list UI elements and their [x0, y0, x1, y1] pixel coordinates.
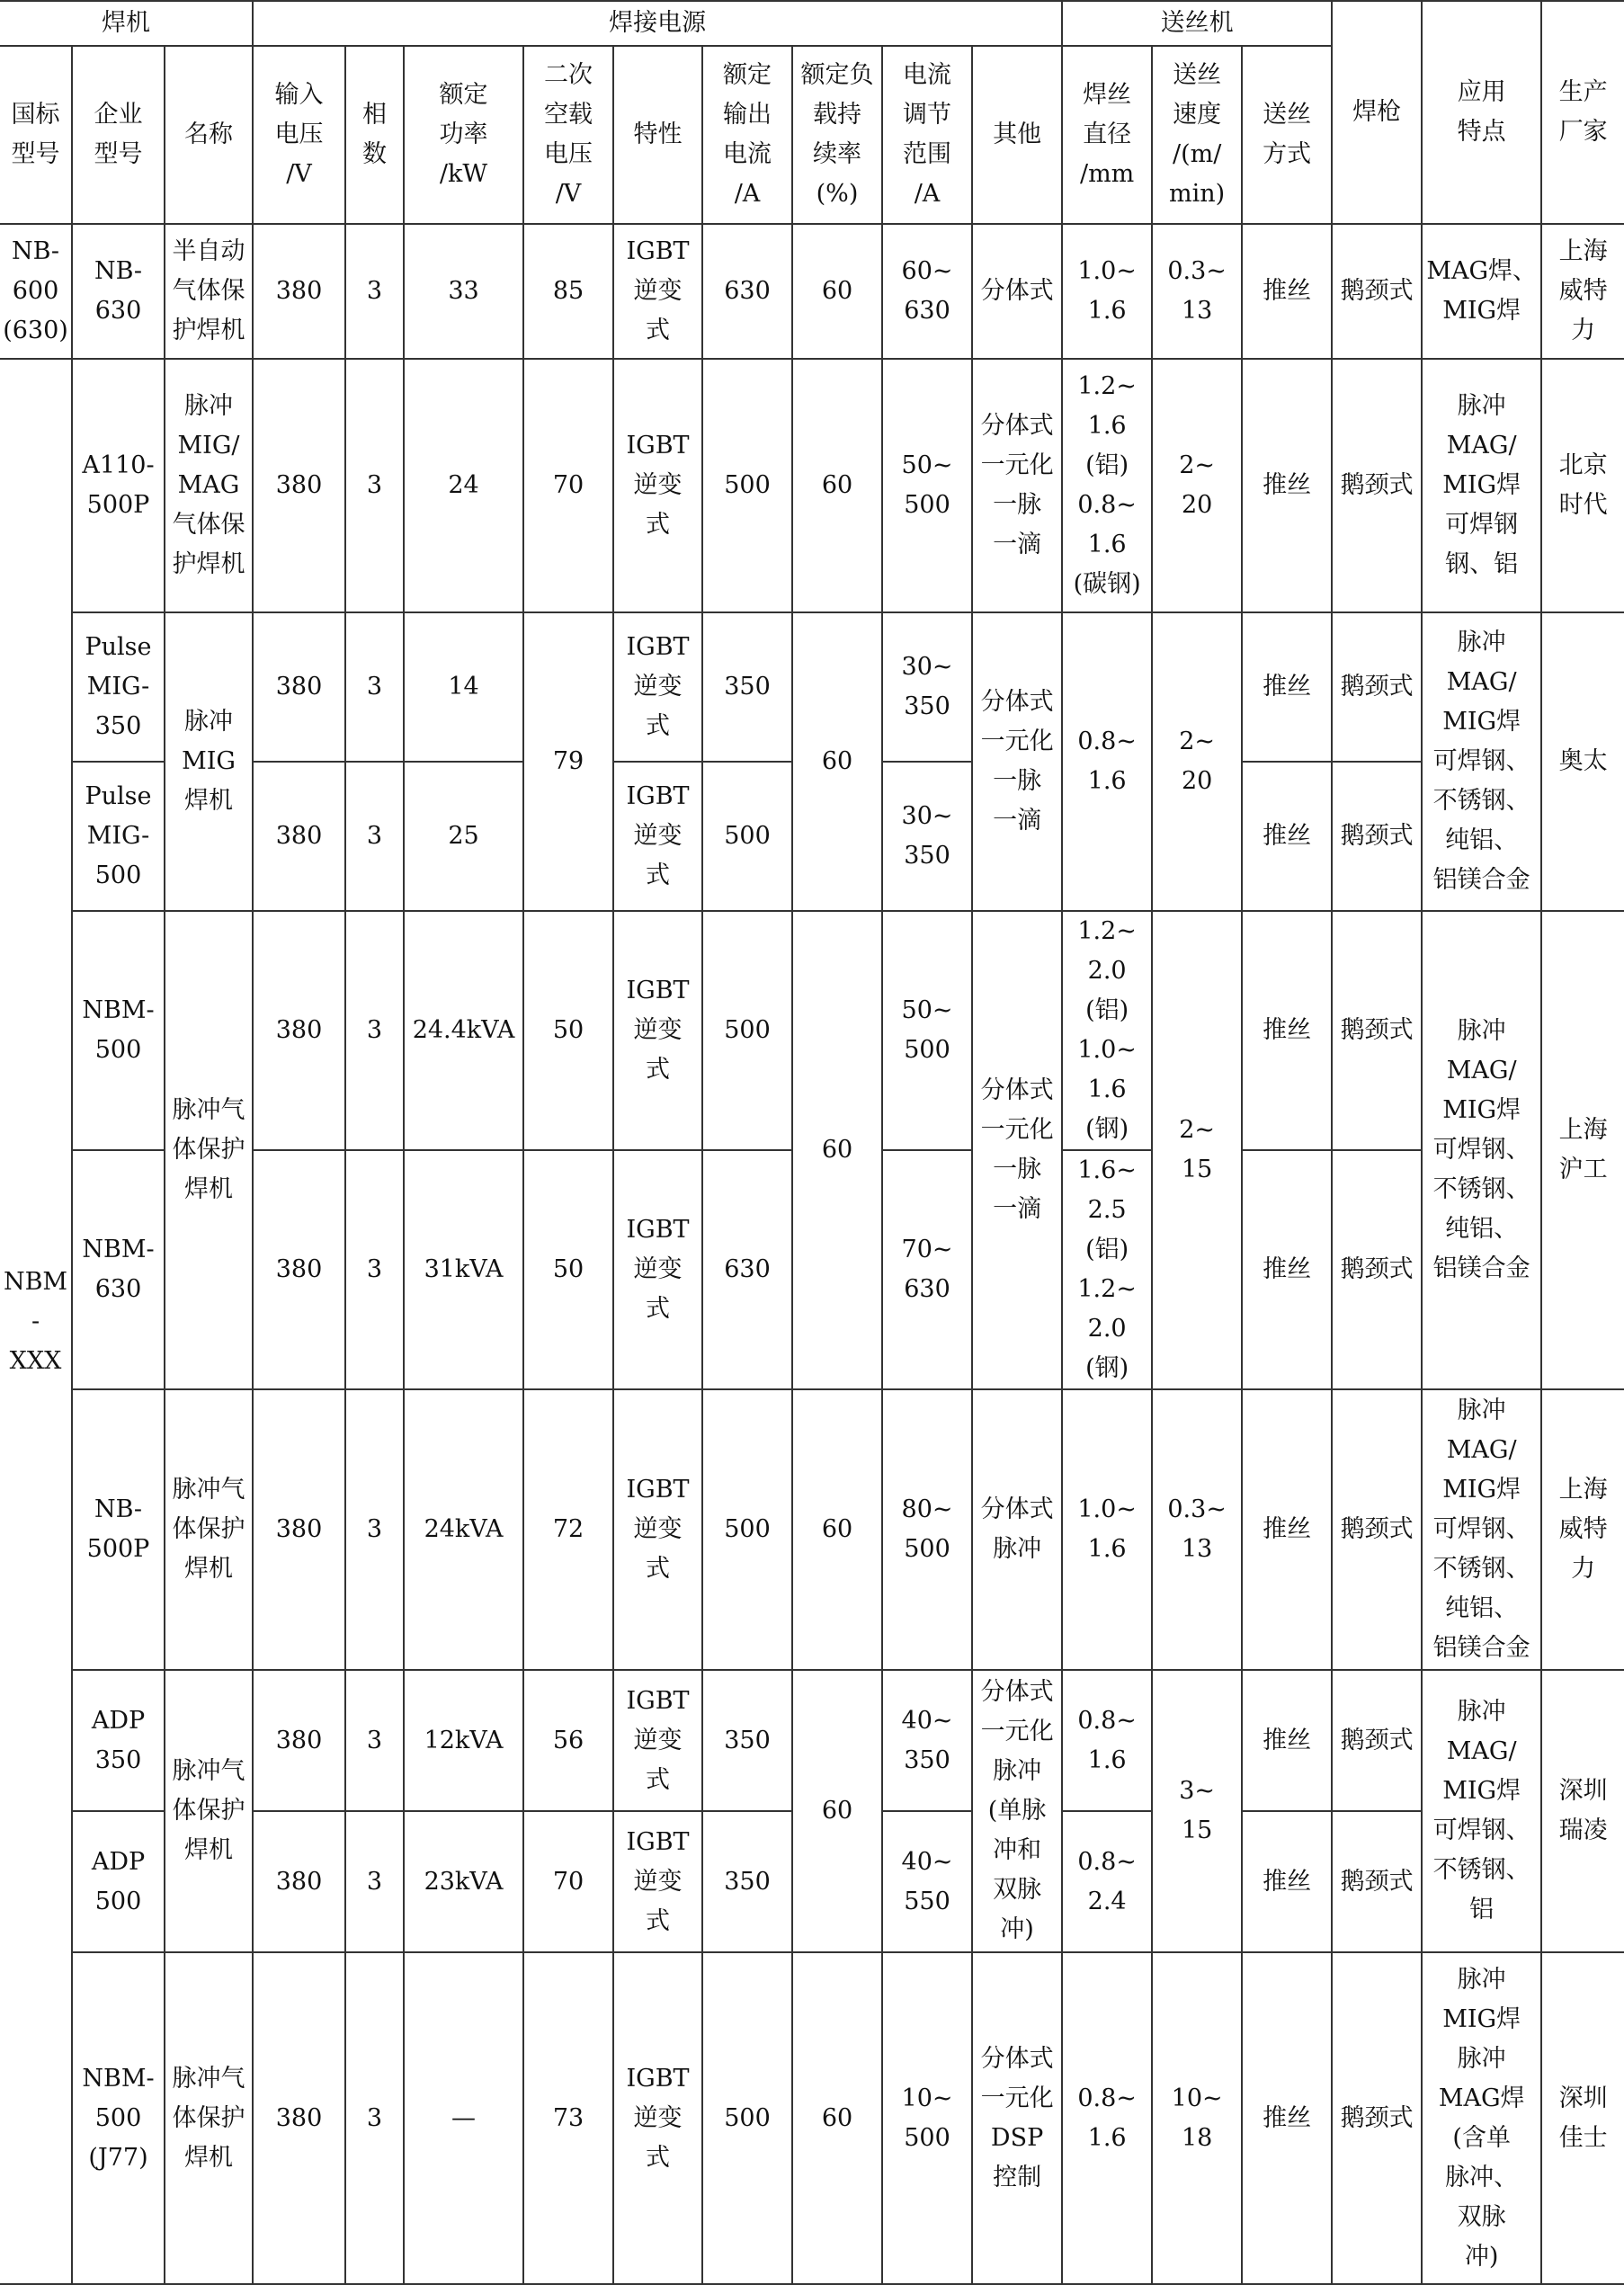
- cell-feed-speed: 0.3~ 13: [1152, 1389, 1242, 1670]
- cell-open-circuit-voltage: 85: [523, 224, 613, 359]
- cell-phases: 3: [345, 1150, 404, 1389]
- cell-name: 脉冲气 体保护 焊机: [165, 911, 253, 1389]
- header-wire-diameter: 焊丝 直径 /mm: [1062, 46, 1152, 224]
- table-row: [0, 911, 1624, 1150]
- cell-torch: 鹅颈式: [1332, 762, 1422, 911]
- cell-feed-speed: 0.3~ 13: [1152, 224, 1242, 359]
- header-feed-method: 送丝 方式: [1242, 46, 1332, 224]
- cell-feed-method: 推丝: [1242, 1150, 1332, 1389]
- cell-other: 分体式: [972, 224, 1062, 359]
- cell-current-range: 70~ 630: [882, 1150, 972, 1389]
- cell-torch: 鹅颈式: [1332, 1150, 1422, 1389]
- cell-input-voltage: 380: [253, 1811, 345, 1952]
- cell-input-voltage: 380: [253, 1952, 345, 2284]
- cell-name: 半自动 气体保 护焊机: [165, 224, 253, 359]
- header-company-model: 企业 型号: [72, 46, 165, 224]
- cell-open-circuit-voltage: 50: [523, 911, 613, 1150]
- header-feed-speed: 送丝 速度 /(m/ min): [1152, 46, 1242, 224]
- cell-feed-speed: 2~ 20: [1152, 612, 1242, 911]
- cell-rated-power: 14: [404, 612, 523, 762]
- cell-torch: 鹅颈式: [1332, 1670, 1422, 1811]
- header-characteristic: 特性: [613, 46, 702, 224]
- table-row: [0, 612, 1624, 762]
- cell-manufacturer: 深圳 佳士: [1541, 1952, 1624, 2284]
- cell-open-circuit-voltage: 73: [523, 1952, 613, 2284]
- cell-manufacturer: 上海 威特 力: [1541, 224, 1624, 359]
- cell-national-model: NB- 600 (630): [0, 224, 72, 359]
- header-manufacturer: 生产 厂家: [1541, 1, 1624, 224]
- cell-manufacturer: 奥太: [1541, 612, 1624, 911]
- cell-wire-diameter: 1.0~ 1.6: [1062, 224, 1152, 359]
- cell-duty-cycle: 60: [792, 1389, 882, 1670]
- cell-phases: 3: [345, 224, 404, 359]
- cell-input-voltage: 380: [253, 1670, 345, 1811]
- cell-torch: 鹅颈式: [1332, 224, 1422, 359]
- cell-open-circuit-voltage: 79: [523, 612, 613, 911]
- cell-duty-cycle: 60: [792, 1670, 882, 1952]
- cell-wire-diameter: 1.2~ 1.6 (铝) 0.8~ 1.6 (碳钢): [1062, 359, 1152, 612]
- table-row: [0, 1389, 1624, 1670]
- cell-torch: 鹅颈式: [1332, 1811, 1422, 1952]
- cell-rated-current: 500: [702, 359, 792, 612]
- cell-rated-current: 500: [702, 1952, 792, 2284]
- cell-phases: 3: [345, 1389, 404, 1670]
- cell-company-model: NB- 630: [72, 224, 165, 359]
- header-group-machine: 焊机: [0, 1, 253, 46]
- header-group-feeder: 送丝机: [1062, 1, 1332, 46]
- cell-company-model: Pulse MIG- 350: [72, 612, 165, 762]
- cell-current-range: 10~ 500: [882, 1952, 972, 2284]
- cell-duty-cycle: 60: [792, 1952, 882, 2284]
- cell-feed-method: 推丝: [1242, 1389, 1332, 1670]
- cell-manufacturer: 上海 沪工: [1541, 911, 1624, 1389]
- cell-feed-method: 推丝: [1242, 1811, 1332, 1952]
- cell-input-voltage: 380: [253, 612, 345, 762]
- cell-manufacturer: 北京 时代: [1541, 359, 1624, 612]
- cell-characteristic: IGBT 逆变 式: [613, 1952, 702, 2284]
- table-row: [0, 1670, 1624, 1811]
- cell-wire-diameter: 1.2~ 2.0 (铝) 1.0~ 1.6 (钢): [1062, 911, 1152, 1150]
- cell-other: 分体式 一元化 一脉 一滴: [972, 359, 1062, 612]
- cell-torch: 鹅颈式: [1332, 1389, 1422, 1670]
- cell-current-range: 40~ 550: [882, 1811, 972, 1952]
- cell-application: 脉冲 MAG/ MIG焊 可焊钢 钢、铝: [1422, 359, 1541, 612]
- cell-name: 脉冲气 体保护 焊机: [165, 1670, 253, 1952]
- cell-current-range: 50~ 500: [882, 359, 972, 612]
- header-rated-current: 额定 输出 电流 /A: [702, 46, 792, 224]
- cell-wire-diameter: 1.6~ 2.5 (铝) 1.2~ 2.0 (钢): [1062, 1150, 1152, 1389]
- cell-feed-method: 推丝: [1242, 224, 1332, 359]
- cell-characteristic: IGBT 逆变 式: [613, 224, 702, 359]
- cell-feed-method: 推丝: [1242, 359, 1332, 612]
- cell-input-voltage: 380: [253, 911, 345, 1150]
- cell-duty-cycle: 60: [792, 359, 882, 612]
- cell-phases: 3: [345, 762, 404, 911]
- cell-name: 脉冲气 体保护 焊机: [165, 1952, 253, 2284]
- table-row: [0, 1952, 1624, 2284]
- cell-rated-current: 500: [702, 1389, 792, 1670]
- cell-current-range: 50~ 500: [882, 911, 972, 1150]
- cell-name: 脉冲气 体保护 焊机: [165, 1389, 253, 1670]
- cell-company-model: Pulse MIG- 500: [72, 762, 165, 911]
- cell-rated-power: 23kVA: [404, 1811, 523, 1952]
- header-phases: 相 数: [345, 46, 404, 224]
- cell-rated-power: 24: [404, 359, 523, 612]
- cell-input-voltage: 380: [253, 762, 345, 911]
- cell-open-circuit-voltage: 70: [523, 1811, 613, 1952]
- cell-rated-current: 500: [702, 911, 792, 1150]
- header-other: 其他: [972, 46, 1062, 224]
- cell-manufacturer: 深圳 瑞凌: [1541, 1670, 1624, 1952]
- header-group-power: 焊接电源: [253, 1, 1062, 46]
- cell-phases: 3: [345, 1952, 404, 2284]
- cell-feed-method: 推丝: [1242, 1670, 1332, 1811]
- cell-characteristic: IGBT 逆变 式: [613, 359, 702, 612]
- cell-open-circuit-voltage: 50: [523, 1150, 613, 1389]
- header-rated-power: 额定 功率 /kW: [404, 46, 523, 224]
- cell-company-model: NBM- 500 (J77): [72, 1952, 165, 2284]
- cell-rated-current: 350: [702, 1670, 792, 1811]
- header-current-range: 电流 调节 范围 /A: [882, 46, 972, 224]
- cell-company-model: A110- 500P: [72, 359, 165, 612]
- cell-company-model: ADP 500: [72, 1811, 165, 1952]
- cell-input-voltage: 380: [253, 1150, 345, 1389]
- cell-feed-speed: 2~ 15: [1152, 911, 1242, 1389]
- cell-rated-power: 33: [404, 224, 523, 359]
- header-duty-cycle: 额定负 载持 续率 (%): [792, 46, 882, 224]
- header-name: 名称: [165, 46, 253, 224]
- cell-phases: 3: [345, 1811, 404, 1952]
- cell-other: 分体式 一元化 DSP 控制: [972, 1952, 1062, 2284]
- cell-rated-current: 630: [702, 1150, 792, 1389]
- cell-characteristic: IGBT 逆变 式: [613, 1811, 702, 1952]
- cell-wire-diameter: 0.8~ 1.6: [1062, 612, 1152, 911]
- cell-rated-current: 500: [702, 762, 792, 911]
- cell-other: 分体式 一元化 一脉 一滴: [972, 911, 1062, 1389]
- cell-application: MAG焊、 MIG焊: [1422, 224, 1541, 359]
- cell-other: 分体式 脉冲: [972, 1389, 1062, 1670]
- cell-feed-method: 推丝: [1242, 911, 1332, 1150]
- cell-feed-method: 推丝: [1242, 1952, 1332, 2284]
- cell-characteristic: IGBT 逆变 式: [613, 612, 702, 762]
- cell-torch: 鹅颈式: [1332, 1952, 1422, 2284]
- cell-phases: 3: [345, 911, 404, 1150]
- cell-wire-diameter: 0.8~ 1.6: [1062, 1952, 1152, 2284]
- cell-torch: 鹅颈式: [1332, 911, 1422, 1150]
- cell-input-voltage: 380: [253, 224, 345, 359]
- cell-current-range: 40~ 350: [882, 1670, 972, 1811]
- cell-rated-power: 12kVA: [404, 1670, 523, 1811]
- cell-duty-cycle: 60: [792, 911, 882, 1389]
- cell-torch: 鹅颈式: [1332, 359, 1422, 612]
- cell-application: 脉冲 MIG焊 脉冲 MAG焊 (含单 脉冲、 双脉 冲): [1422, 1952, 1541, 2284]
- cell-rated-current: 350: [702, 1811, 792, 1952]
- cell-rated-power: 24kVA: [404, 1389, 523, 1670]
- cell-application: 脉冲 MAG/ MIG焊 可焊钢、 不锈钢、 纯铝、 铝镁合金: [1422, 911, 1541, 1389]
- header-application: 应用 特点: [1422, 1, 1541, 224]
- cell-current-range: 60~ 630: [882, 224, 972, 359]
- cell-company-model: NBM- 500: [72, 911, 165, 1150]
- cell-phases: 3: [345, 1670, 404, 1811]
- cell-phases: 3: [345, 612, 404, 762]
- cell-characteristic: IGBT 逆变 式: [613, 911, 702, 1150]
- cell-current-range: 30~ 350: [882, 612, 972, 762]
- cell-application: 脉冲 MAG/ MIG焊 可焊钢、 不锈钢、 纯铝、 铝镁合金: [1422, 612, 1541, 911]
- cell-other: 分体式 一元化 脉冲 (单脉 冲和 双脉 冲): [972, 1670, 1062, 1952]
- table-row: [0, 224, 1624, 359]
- cell-wire-diameter: 0.8~ 2.4: [1062, 1811, 1152, 1952]
- cell-name: 脉冲 MIG 焊机: [165, 612, 253, 911]
- cell-rated-current: 350: [702, 612, 792, 762]
- cell-feed-speed: 3~ 15: [1152, 1670, 1242, 1952]
- cell-duty-cycle: 60: [792, 612, 882, 911]
- cell-rated-current: 630: [702, 224, 792, 359]
- table-row: [0, 359, 1624, 612]
- cell-feed-speed: 10~ 18: [1152, 1952, 1242, 2284]
- cell-open-circuit-voltage: 70: [523, 359, 613, 612]
- cell-open-circuit-voltage: 72: [523, 1389, 613, 1670]
- cell-rated-power: —: [404, 1952, 523, 2284]
- cell-duty-cycle: 60: [792, 224, 882, 359]
- header-row-groups: [0, 1, 1624, 46]
- cell-company-model: NB- 500P: [72, 1389, 165, 1670]
- cell-company-model: ADP 350: [72, 1670, 165, 1811]
- cell-characteristic: IGBT 逆变 式: [613, 762, 702, 911]
- cell-company-model: NBM- 630: [72, 1150, 165, 1389]
- cell-national-model-group: NBM- XXX: [0, 359, 72, 2284]
- header-input-voltage: 输入 电压 /V: [253, 46, 345, 224]
- cell-name: 脉冲 MIG/ MAG 气体保 护焊机: [165, 359, 253, 612]
- cell-rated-power: 24.4kVA: [404, 911, 523, 1150]
- cell-input-voltage: 380: [253, 359, 345, 612]
- cell-manufacturer: 上海 威特 力: [1541, 1389, 1624, 1670]
- cell-feed-method: 推丝: [1242, 762, 1332, 911]
- cell-current-range: 30~ 350: [882, 762, 972, 911]
- header-open-circuit-voltage: 二次 空载 电压 /V: [523, 46, 613, 224]
- header-national-model: 国标 型号: [0, 46, 72, 224]
- cell-wire-diameter: 1.0~ 1.6: [1062, 1389, 1152, 1670]
- header-torch: 焊枪: [1332, 1, 1422, 224]
- cell-feed-speed: 2~ 20: [1152, 359, 1242, 612]
- cell-application: 脉冲 MAG/ MIG焊 可焊钢、 不锈钢、 铝: [1422, 1670, 1541, 1952]
- cell-phases: 3: [345, 359, 404, 612]
- cell-wire-diameter: 0.8~ 1.6: [1062, 1670, 1152, 1811]
- cell-open-circuit-voltage: 56: [523, 1670, 613, 1811]
- cell-feed-method: 推丝: [1242, 612, 1332, 762]
- cell-rated-power: 25: [404, 762, 523, 911]
- cell-application: 脉冲 MAG/ MIG焊 可焊钢、 不锈钢、 纯铝、 铝镁合金: [1422, 1389, 1541, 1670]
- cell-characteristic: IGBT 逆变 式: [613, 1389, 702, 1670]
- cell-other: 分体式 一元化 一脉 一滴: [972, 612, 1062, 911]
- cell-current-range: 80~ 500: [882, 1389, 972, 1670]
- cell-input-voltage: 380: [253, 1389, 345, 1670]
- cell-characteristic: IGBT 逆变 式: [613, 1670, 702, 1811]
- cell-characteristic: IGBT 逆变 式: [613, 1150, 702, 1389]
- cell-torch: 鹅颈式: [1332, 612, 1422, 762]
- cell-rated-power: 31kVA: [404, 1150, 523, 1389]
